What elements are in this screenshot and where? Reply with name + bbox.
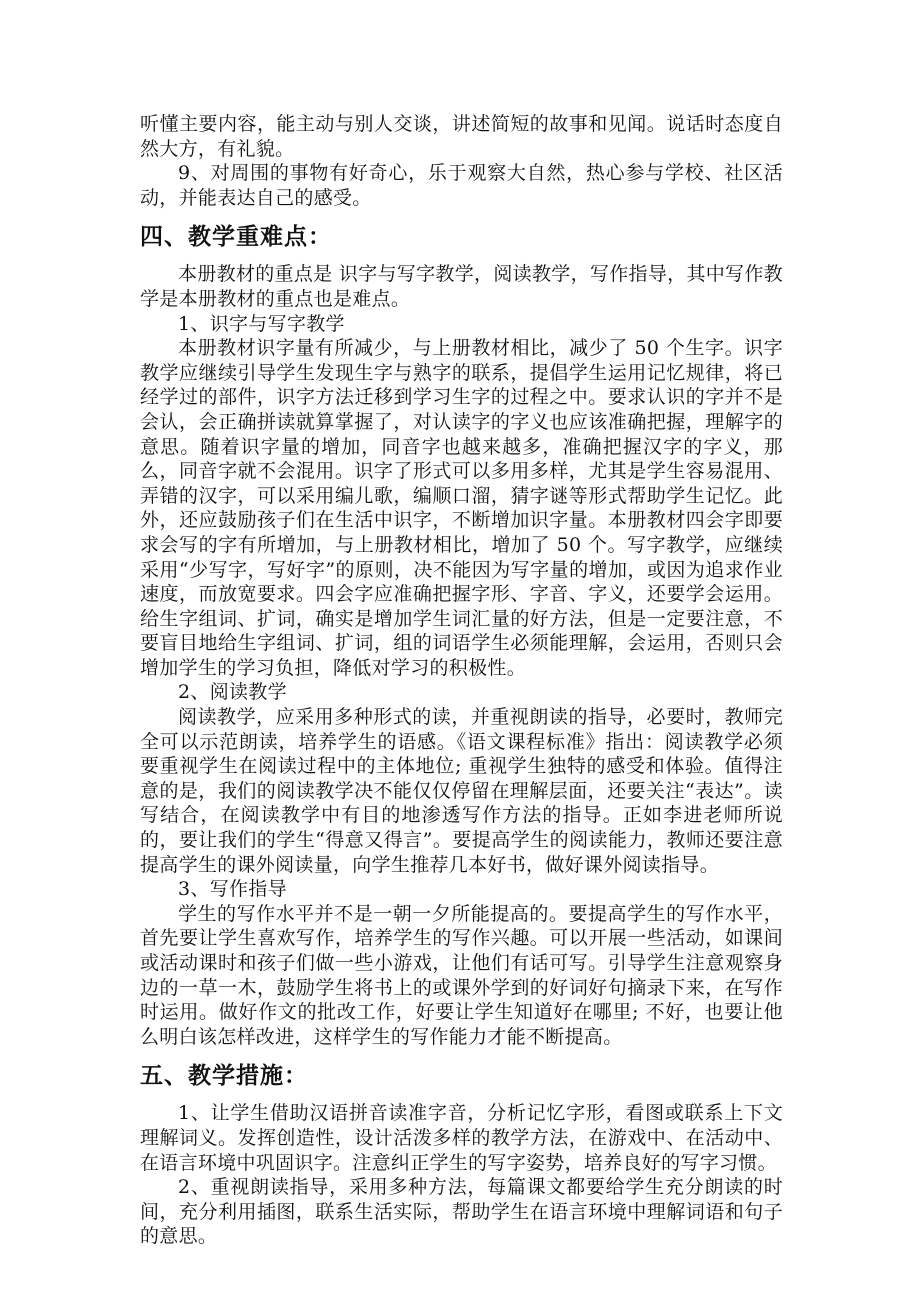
- literacy-paragraph: 本册教材识字量有所减少，与上册教材相比，减少了 50 个生字。识字教学应继续引导学生发现生字与熟字的联系，提倡学生运用记忆规律，将已经学过的部件，识字方法迁移到学习生字的过程之中。要求认识的字并不是会认，会正确拼读就算掌握了，对认读字的字义也应该准确把握，理解字的意思。随着识字量的增加，同音字也越来越多，准确把握汉字的字义，那么，同音字就不会混用。识字了形式可以多用多样，尤其是学生容易混用、弄错的汉字，可以采用编儿歌，编顺口溜，猜字谜等形式帮助学生记忆。此外，还应鼓励孩子们在生活中识字，不断增加识字量。本册教材四会字即要求会写的字有所增加，与上册教材相比，增加了 50 个。写字教学，应继续采用“少写字，写好字”的原则，决不能因为写字量的增加，或因为追求作业速度，而放宽要求。四会字应准确把握字形、字音、字义，还要学会运用。给生字组词、扩词，确实是增加学生词汇量的好方法，但是一定要注意，不要盲目地给生字组词、扩词，组的词语学生必须能理解，会运用，否则只会增加学生的学习负担，降低对学习的积极性。: [140, 337, 783, 679]
- measure-2-paragraph: 2、重视朗读指导，采用多种方法，每篇课文都要给学生充分朗读的时间，充分利用插图，联系生活实际，帮助学生在语言环境中理解词语和句子的意思。: [140, 1176, 783, 1248]
- subheading-reading: 2、阅读教学: [178, 681, 287, 704]
- section-4-intro-paragraph: 本册教材的重点是 识字与写字教学，阅读教学，写作指导，其中写作教学是本册教材的重点也是难点。: [140, 263, 783, 310]
- document-page: [140, 112, 783, 1249]
- intro-continuation-paragraph: 听懂主要内容，能主动与别人交谈，讲述简短的故事和见闻。说话时态度自然大方，有礼貌。: [140, 113, 783, 160]
- section-4-heading: 四、教学重难点：: [140, 224, 332, 251]
- subheading-literacy: 1、识字与写字教学: [178, 312, 345, 335]
- item-9-paragraph: 9、对周围的事物有好奇心，乐于观察大自然，热心参与学校、社区活动，并能表达自己的感受。: [140, 162, 783, 209]
- section-5-heading: 五、教学措施：: [140, 1063, 308, 1090]
- subheading-writing: 3、写作指导: [178, 878, 287, 901]
- reading-paragraph: 阅读教学，应采用多种形式的读，并重视朗读的指导，必要时，教师完全可以示范朗读，培养学生的语感。《语文课程标准》指出：阅读教学必须要重视学生在阅读过程中的主体地位; 重视学生独特的感受和体验。值得注意的是，我们的阅读教学决不能仅仅停留在理解层面，还要关注“表达”。读写结合，在阅读教学中有目的地渗透写作方法的指导。正如李进老师所说的，要让我们的学生“得意又得言”。要提高学生的阅读能力，教师还要注意提高学生的课外阅读量，向学生推荐几本好书，做好课外阅读指导。: [140, 706, 783, 876]
- measure-1-paragraph: 1、让学生借助汉语拼音读准字音，分析记忆字形，看图或联系上下文理解词义。发挥创造性，设计活泼多样的教学方法，在游戏中、在活动中、在语言环境中巩固识字。注意纠正学生的写字姿势，培养良好的写字习惯。: [140, 1102, 783, 1174]
- writing-paragraph: 学生的写作水平并不是一朝一夕所能提高的。要提高学生的写作水平，首先要让学生喜欢写作，培养学生的写作兴趣。可以开展一些活动，如课间或活动课时和孩子们做一些小游戏，让他们有话可写。引导学生注意观察身边的一草一木，鼓励学生将书上的或课外学到的好词好句摘录下来，在写作时运用。做好作文的批改工作，好要让学生知道好在哪里; 不好，也要让他么明白该怎样改进，这样学生的写作能力才能不断提高。: [140, 902, 783, 1048]
